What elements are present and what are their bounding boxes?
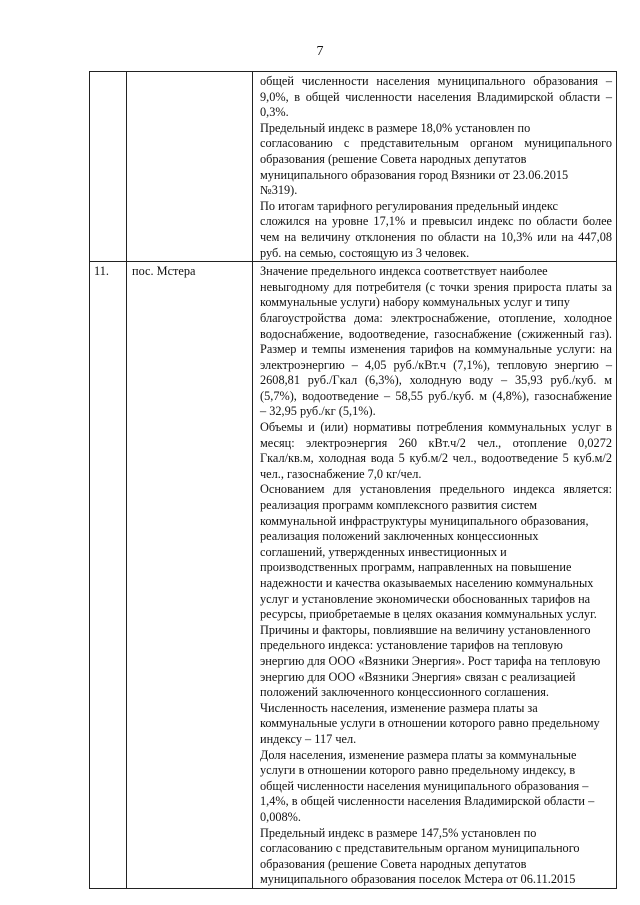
text-line: – 32,95 руб./кг (5,1%). [260,404,376,419]
text-line: надежности и качества оказываемых населению коммунальных [260,576,594,590]
page-number: 7 [316,44,324,59]
text-line: реализация программ комплексного развития систем [260,498,538,513]
text-line: соглашений, утвержденных инвестиционных и [260,544,507,559]
text-line: согласованию с представительным органом муниципального [260,136,612,151]
text-line: месяц: электроэнергия 260 кВт.ч/2 чел., отопление 0,0272 [260,435,612,450]
text-line: предельного индекса: установление тарифов на тепловую [260,638,563,653]
text-line: муниципального образования город Вязники от 23.06.2015 [260,167,569,182]
text-line: реализация положений заключенных концессионных [260,529,539,544]
text-line: Причины и факторы, повлиявшие на величину установленного [260,622,591,637]
municipality-name-cell: пос. Мстера [127,262,253,889]
text-line: энергию для ООО «Вязники Энергия» связан с реализацией [260,669,576,684]
text-line: водоснабжение, водоотведение, газоснабжение (сжиженный газ). [260,326,612,341]
text-line: ресурсы, приобретаемые в целях оказания коммунальных услуг. [260,607,597,622]
text-line: образования (решение Совета народных депутатов [260,856,527,871]
row-number-cell: 11. [90,262,127,889]
text-line: чел., газоснабжение 7,0 кг/чел. [260,466,422,481]
municipality-name-cell [127,72,253,262]
text-line: Предельный индекс в размере 18,0% установлен по [260,120,531,135]
text-line: благоустройства дома: электроснабжение, отопление, холодное [260,310,612,325]
text-line: электроэнергию – 4,05 руб./кВт.ч (7,1%), тепловую энергию – [260,357,612,372]
text-line: сложился на уровне 17,1% и превысил индекс по области более [260,214,612,229]
text-line: Предельный индекс в размере 147,5% установлен по [260,825,537,840]
text-line: коммунальной инфраструктуры муниципального образования, [260,513,589,528]
text-line: Гкал/кв.м, холодная вода 5 куб.м/2 чел., водоотведение 5 куб.м/2 [260,451,612,466]
text-line: 2608,81 руб./Гкал (6,3%), холодную воду – 35,93 руб./куб. м [260,373,612,388]
table-row [90,262,617,889]
text-line: положений заключенного концессионного соглашения. [260,685,549,700]
text-line: услуг и установление экономически обоснованных тарифов на [260,591,591,606]
text-line: коммунальные услуги) набору коммунальных услуг и типу [260,295,570,310]
row-number-cell [90,72,127,262]
text-line: 1,4%, в общей численности населения Владимирской области – [260,794,595,809]
text-line: 0,3%. [260,105,289,120]
text-line: коммунальные услуги в отношении которого равно предельному [260,716,600,731]
text-line: общей численности населения муниципального образования – [260,778,589,793]
text-line: чем на величину отклонения по области на 10,3% или на 447,08 [260,229,612,244]
text-line: 0,008%. [260,809,301,824]
text-line: индексу – 117 чел. [260,731,357,746]
text-line: Доля населения, изменение размера платы за коммунальные [260,747,577,762]
text-line: энергию для ООО «Вязники Энергия». Рост тарифа на тепловую [260,653,601,668]
text-line: Значение предельного индекса соответствует наиболее [260,264,548,279]
text-line: Объемы и (или) нормативы потребления коммунальных услуг в [260,420,612,435]
description-cell [253,72,617,262]
text-line: согласованию с представительным органом муниципального [260,841,580,856]
document-table [89,71,617,889]
text-line: Основанием для установления предельного индекса является: [260,482,612,497]
table-row [90,72,617,262]
text-line: По итогам тарифного регулирования предельный индекс [260,198,559,213]
text-line: (5,7%), водоотведение – 58,55 руб./куб. м (4,8%), газоснабжение [260,388,612,403]
text-line: образования (решение Совета народных депутатов [260,151,527,166]
text-line: Размер и темпы изменения тарифов на коммунальные услуги: на [260,342,612,357]
text-line: производственных программ, направленных на повышение [260,560,572,575]
text-line: 9,0%, в общей численности населения Владимирской области – [260,89,612,104]
text-line: №319). [260,183,298,198]
text-line: невыгодному для потребителя (с точки зрения прироста платы за [260,279,612,294]
description-cell [253,262,617,889]
text-line: муниципального образования поселок Мстера от 06.11.2015 [260,872,576,887]
text-line: Численность населения, изменение размера платы за [260,700,538,715]
text-line: услуги в отношении которого равно предельному индексу, в [260,763,576,778]
text-line: общей численности населения муниципального образования – [260,74,612,88]
text-line: руб. на семью, состоящую из 3 человек. [260,245,470,260]
